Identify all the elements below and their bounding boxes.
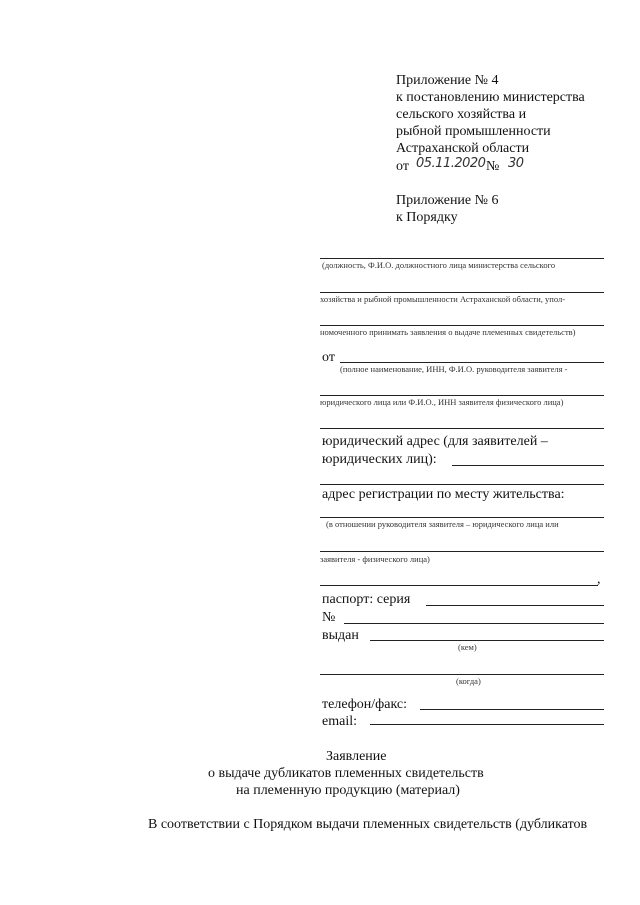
phone-label: телефон/факс:	[322, 697, 407, 712]
statement-body: В соответствии с Порядком выдачи племенных свидетельств (дубликатов	[148, 817, 588, 832]
header-line-4: рыбной промышленности	[396, 124, 551, 139]
reg-address-line-1[interactable]	[320, 517, 604, 518]
passport-number-field[interactable]	[344, 623, 604, 624]
passport-number-label: №	[322, 610, 336, 625]
reg-address-line-3[interactable]	[320, 585, 598, 586]
hint-applicant-2: юридического лица или Ф.И.О., ИНН заявителя физического лица)	[320, 397, 564, 407]
phone-field[interactable]	[420, 709, 604, 710]
date-prefix: от	[396, 159, 409, 174]
appendix-4-title: Приложение № 4	[396, 73, 499, 88]
hint-official-2: хозяйства и рыбной промышленности Астраханской области, упол-	[320, 294, 566, 304]
legal-address-field[interactable]	[452, 465, 604, 466]
reg-address-label: адрес регистрации по месту жительства:	[322, 487, 565, 502]
hint-by-whom: (кем)	[458, 642, 477, 652]
hint-official-3: номоченного принимать заявления о выдаче племенных свидетельств)	[320, 327, 576, 337]
applicant-line-3[interactable]	[320, 428, 604, 429]
comma: ,	[597, 572, 601, 587]
passport-series-field[interactable]	[426, 605, 604, 606]
hint-reg-2: заявителя - физического лица)	[320, 554, 430, 564]
to-order: к Порядку	[396, 210, 458, 225]
statement-title: Заявление	[326, 749, 387, 764]
statement-subtitle-1: о выдаче дубликатов племенных свидетельств	[208, 766, 484, 781]
legal-address-field-2[interactable]	[320, 484, 604, 485]
email-field[interactable]	[370, 724, 604, 725]
appendix-6-title: Приложение № 6	[396, 193, 499, 208]
handwritten-number: 30	[508, 156, 524, 171]
hint-applicant-1: (полное наименование, ИНН, Ф.И.О. руководителя заявителя -	[340, 364, 568, 374]
handwritten-date: 05.11.2020	[416, 156, 486, 171]
passport-series-label: паспорт: серия	[322, 592, 411, 607]
hint-reg-1: (в отношении руководителя заявителя – юридического лица или	[326, 519, 559, 529]
applicant-line-2[interactable]	[320, 395, 604, 396]
email-label: email:	[322, 714, 357, 729]
from-label: от	[322, 350, 335, 365]
official-line-3	[320, 325, 604, 326]
issued-by-field[interactable]	[370, 640, 604, 641]
legal-address-label-1: юридический адрес (для заявителей –	[322, 434, 548, 449]
reg-address-line-2[interactable]	[320, 551, 604, 552]
official-line-1	[320, 258, 604, 259]
statement-subtitle-2: на племенную продукцию (материал)	[236, 783, 460, 798]
hint-official-1: (должность, Ф.И.О. должностного лица министерства сельского	[322, 260, 556, 270]
official-line-2	[320, 292, 604, 293]
header-line-5: Астраханской области	[396, 141, 530, 156]
issued-date-field[interactable]	[320, 674, 604, 675]
legal-address-label-2: юридических лиц):	[322, 452, 437, 467]
hint-when: (когда)	[456, 676, 481, 686]
number-prefix: №	[486, 159, 500, 174]
applicant-line-1[interactable]	[340, 362, 604, 363]
header-line-3: сельского хозяйства и	[396, 107, 527, 122]
issued-label: выдан	[322, 628, 359, 643]
header-line-2: к постановлению министерства	[396, 90, 585, 105]
